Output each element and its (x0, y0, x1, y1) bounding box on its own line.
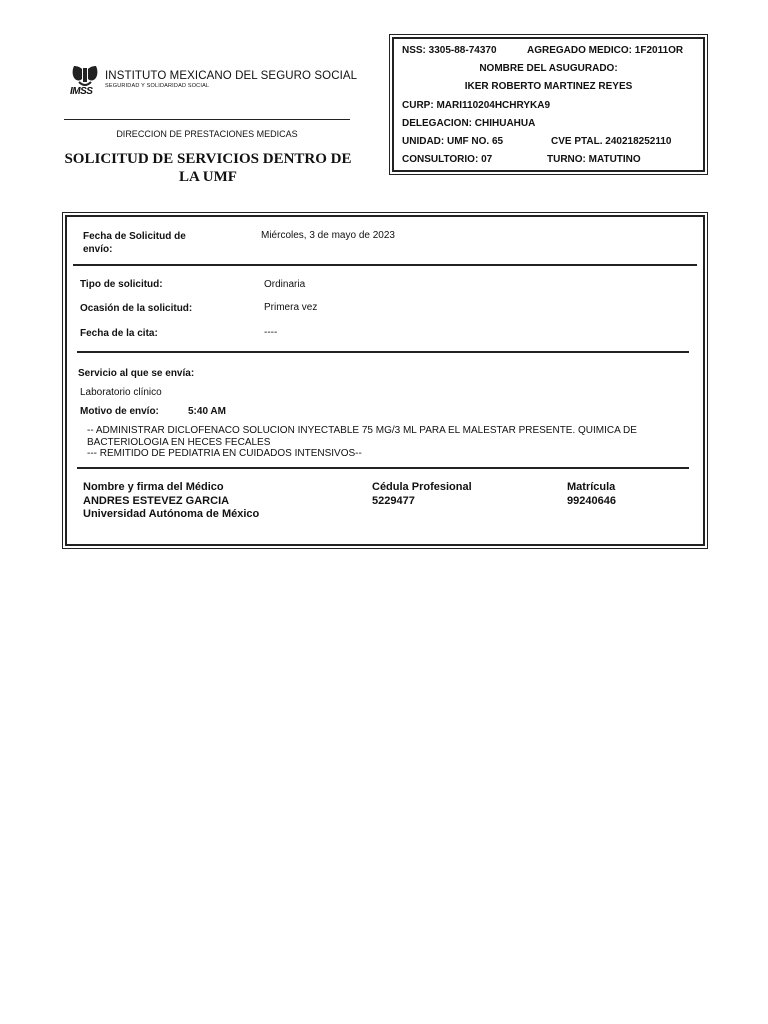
patient-unidad: UNIDAD: UMF NO. 65 (402, 136, 504, 147)
department-name: DIRECCION DE PRESTACIONES MEDICAS (116, 129, 298, 139)
doctor-block (83, 481, 259, 522)
motivo-line: BACTERIOLOGIA EN HECES FECALES (87, 436, 271, 448)
matricula-block (567, 481, 616, 508)
section-divider (77, 467, 689, 469)
servicio-label: Servicio al que se envía: (78, 368, 195, 379)
motivo-line: -- ADMINISTRAR DICLOFENACO SOLUCION INYECTABLE 75 MG/3 ML PARA EL MALESTAR PRESENTE. QUIMICA DE (87, 425, 637, 436)
institution-motto: SEGURIDAD Y SOLIDARIDAD SOCIAL (105, 83, 210, 89)
fecha-cita-label: Fecha de la cita: (80, 328, 158, 339)
patient-info-box (389, 34, 708, 175)
patient-name: IKER ROBERTO MARTINEZ REYES (464, 81, 633, 92)
motivo-line: --- REMITIDO DE PEDIATRIA EN CUIDADOS INTENSIVOS-- (87, 448, 362, 459)
patient-consultorio: CONSULTORIO: 07 (402, 154, 493, 165)
header-divider (64, 119, 350, 120)
tipo-solicitud-label: Tipo de solicitud: (80, 279, 163, 290)
cedula-value: 5229477 (372, 494, 415, 507)
matricula-value: 99240646 (567, 494, 616, 507)
motivo-text (87, 425, 637, 460)
institution-name: INSTITUTO MEXICANO DEL SEGURO SOCIAL (105, 70, 358, 82)
matricula-label: Matrícula (567, 481, 616, 493)
patient-nss: NSS: 3305-88-74370 (402, 45, 497, 56)
doctor-name: ANDRES ESTEVEZ GARCIA (83, 494, 230, 507)
request-form (62, 212, 708, 549)
cedula-block (372, 481, 472, 508)
imss-logo (70, 64, 100, 98)
fecha-envio-label: Fecha de Solicitud de envío: (83, 231, 186, 255)
motivo-time: 5:40 AM (188, 406, 226, 417)
document-title: SOLICITUD DE SERVICIOS DENTRO DE LA UMF (64, 151, 352, 185)
patient-name-label: NOMBRE DEL ASUGURADO: (479, 63, 618, 74)
patient-curp: CURP: MARI110204HCHRYKA9 (402, 100, 551, 111)
motivo-label: Motivo de envío: (80, 406, 159, 417)
ocasion-value: Primera vez (264, 302, 318, 313)
patient-delegacion: DELEGACION: CHIHUAHUA (402, 118, 536, 129)
ocasion-label: Ocasión de la solicitud: (80, 303, 193, 314)
imss-logo-text: IMSS (70, 86, 93, 97)
patient-cve-ptal: CVE PTAL. 240218252110 (551, 136, 672, 147)
fecha-envio-value: Miércoles, 3 de mayo de 2023 (261, 230, 395, 241)
tipo-solicitud-value: Ordinaria (264, 279, 306, 290)
doctor-university: Universidad Autónoma de México (83, 508, 260, 520)
doctor-label: Nombre y firma del Médico (83, 481, 224, 493)
section-divider (73, 264, 697, 266)
fecha-cita-value: ---- (264, 327, 278, 338)
patient-agregado: AGREGADO MEDICO: 1F2011OR (527, 45, 684, 56)
patient-turno: TURNO: MATUTINO (547, 154, 641, 165)
servicio-value: Laboratorio clínico (80, 387, 162, 398)
cedula-label: Cédula Profesional (372, 481, 472, 493)
section-divider (77, 351, 689, 353)
